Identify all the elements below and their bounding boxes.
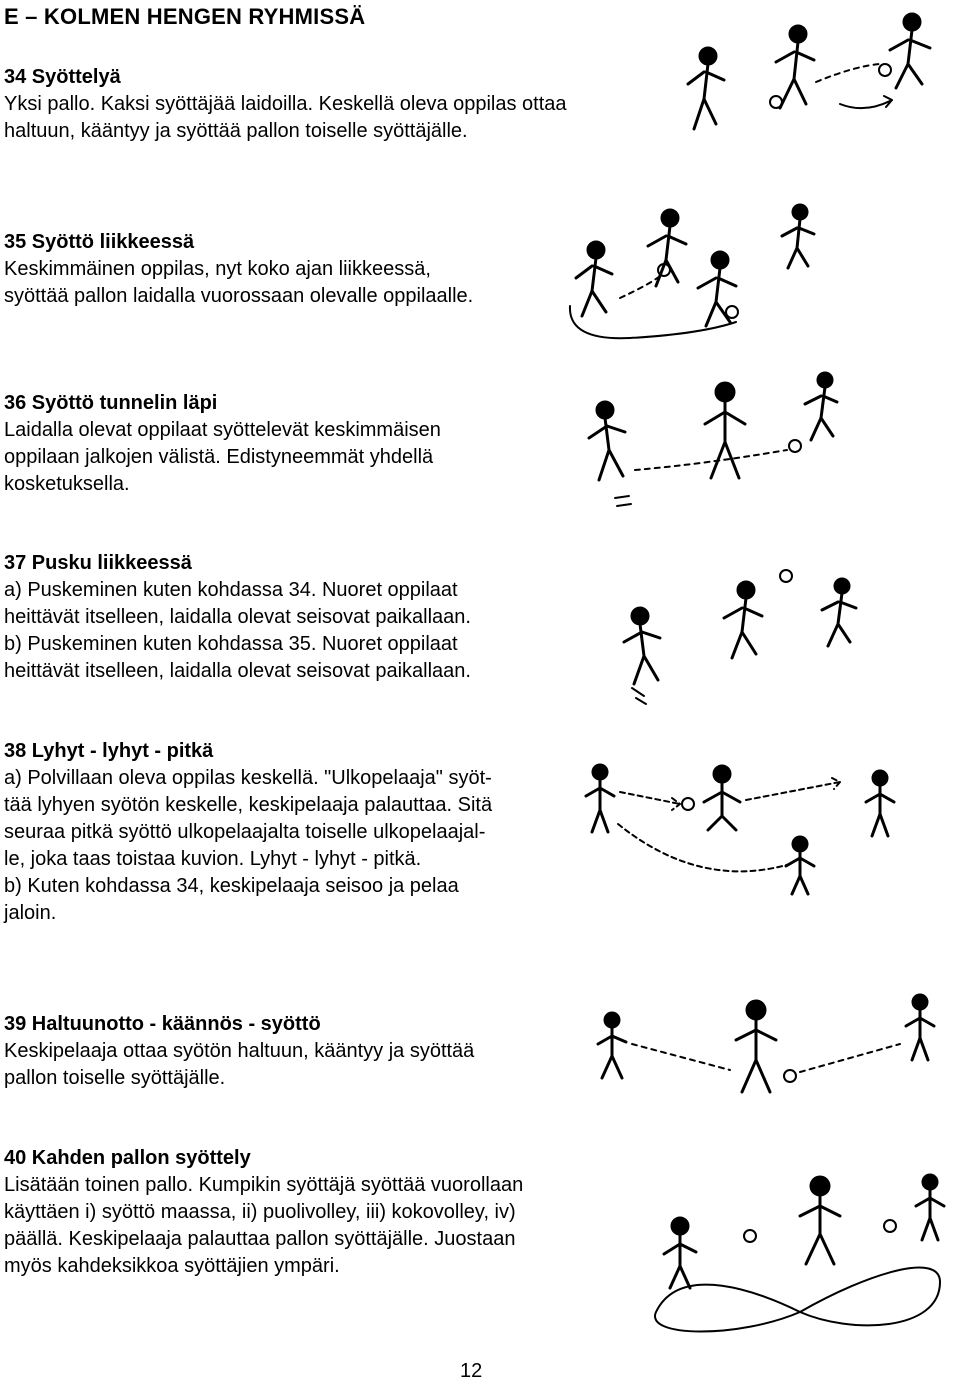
exercise-text-line: Keskimmäinen oppilas, nyt koko ajan liikkeessä, bbox=[4, 258, 431, 280]
exercise-text-line: kosketuksella. bbox=[4, 473, 130, 495]
exercise-title: 38 Lyhyt - lyhyt - pitkä bbox=[4, 740, 214, 762]
soccer-ball-icon bbox=[884, 1220, 896, 1232]
exercise-text-line: myös kahdeksikkoa syöttäjien ympäri. bbox=[4, 1255, 340, 1277]
exercise-title: 34 Syöttelyä bbox=[4, 66, 121, 88]
exercise-text-line: a) Puskeminen kuten kohdassa 34. Nuoret oppilaat bbox=[4, 579, 458, 601]
exercise-text-line: päällä. Keskipelaaja palauttaa pallon syöttäjälle. Juostaan bbox=[4, 1228, 516, 1250]
exercise-text-line: pallon toiselle syöttäjälle. bbox=[4, 1067, 226, 1089]
figure-eight-path bbox=[655, 1268, 940, 1332]
long-pass-arrow bbox=[618, 824, 790, 871]
soccer-ball-icon bbox=[879, 64, 891, 76]
page-number: 12 bbox=[460, 1360, 483, 1382]
player-figure bbox=[776, 26, 814, 108]
soccer-ball-icon bbox=[770, 96, 782, 108]
player-figure bbox=[724, 582, 762, 658]
motion-lines bbox=[632, 688, 646, 704]
control-turn-pass-illustration bbox=[590, 980, 955, 1110]
three-players-passing-illustration bbox=[680, 4, 955, 154]
player-figure bbox=[906, 995, 934, 1060]
player-figure bbox=[598, 1013, 626, 1078]
player-figure bbox=[586, 765, 614, 832]
exercise-title: 40 Kahden pallon syöttely bbox=[4, 1147, 251, 1169]
soccer-ball-icon bbox=[744, 1230, 756, 1242]
player-figure bbox=[866, 771, 894, 836]
player-figure bbox=[576, 242, 612, 316]
page-title: E – KOLMEN HENGEN RYHMISSÄ bbox=[4, 4, 366, 29]
soccer-ball-icon bbox=[682, 798, 694, 810]
exercise-text-line: haltuun, kääntyy ja syöttää pallon toiselle syöttäjälle. bbox=[4, 120, 468, 142]
exercise-37 bbox=[4, 550, 564, 685]
player-figure bbox=[589, 402, 625, 480]
pass-arrow bbox=[816, 64, 880, 82]
heading-illustration bbox=[610, 566, 865, 706]
soccer-ball-icon bbox=[726, 306, 738, 318]
exercise-text-line: syöttää pallon laidalla vuorossaan olevalle oppilaalle. bbox=[4, 285, 474, 307]
soccer-ball-icon bbox=[780, 570, 792, 582]
player-figure bbox=[664, 1218, 696, 1288]
exercise-text-line: jaloin. bbox=[4, 902, 57, 924]
pass-arrow bbox=[800, 1044, 900, 1072]
exercise-title: 35 Syöttö liikkeessä bbox=[4, 231, 195, 253]
exercise-text-line: a) Polvillaan oleva oppilas keskellä. "Ulkopelaaja" syöt- bbox=[4, 767, 492, 789]
pass-arrow bbox=[632, 1044, 730, 1070]
exercise-text-line: le, joka taas toistaa kuvion. Lyhyt - lyhyt - pitkä. bbox=[4, 848, 422, 870]
player-figure bbox=[782, 205, 814, 268]
player-figure bbox=[698, 252, 736, 326]
two-ball-passing-illustration bbox=[640, 1162, 955, 1337]
player-figure bbox=[800, 1177, 840, 1264]
soccer-ball-icon bbox=[784, 1070, 796, 1082]
player-figure bbox=[704, 766, 740, 830]
exercise-text-line: Yksi pallo. Kaksi syöttäjää laidoilla. Keskellä oleva oppilas ottaa bbox=[4, 93, 567, 115]
player-figure bbox=[822, 579, 856, 646]
exercise-text-line: Lisätään toinen pallo. Kumpikin syöttäjä syöttää vuorollaan bbox=[4, 1174, 524, 1196]
exercise-title: 36 Syöttö tunnelin läpi bbox=[4, 392, 218, 414]
exercise-34 bbox=[4, 64, 567, 145]
exercise-36 bbox=[4, 390, 564, 498]
pass-arrow bbox=[620, 792, 680, 810]
exercise-text-line: Keskipelaaja ottaa syötön haltuun, kääntyy ja syöttää bbox=[4, 1040, 475, 1062]
pass-arrow bbox=[620, 276, 660, 298]
player-figure bbox=[624, 608, 660, 684]
exercise-39 bbox=[4, 1011, 564, 1092]
pass-in-motion-illustration bbox=[560, 196, 835, 351]
exercise-text-line: heittävät itselleen, laidalla olevat seisovat paikallaan. bbox=[4, 660, 471, 682]
exercise-title: 37 Pusku liikkeessä bbox=[4, 552, 192, 574]
tunnel-pass-illustration bbox=[575, 370, 845, 520]
pass-arrow bbox=[635, 450, 787, 470]
pass-arrow bbox=[746, 778, 840, 800]
player-figure bbox=[688, 48, 724, 129]
player-figure bbox=[705, 383, 745, 478]
exercise-40 bbox=[4, 1145, 624, 1280]
movement-arrow bbox=[840, 96, 892, 108]
player-figure bbox=[786, 837, 814, 894]
exercise-text-line: seuraa pitkä syöttö ulkopelaajalta toiselle ulkopelaajal- bbox=[4, 821, 486, 843]
exercise-title: 39 Haltuunotto - käännös - syöttö bbox=[4, 1013, 321, 1035]
soccer-ball-icon bbox=[789, 440, 801, 452]
exercise-text-line: b) Kuten kohdassa 34, keskipelaaja seisoo ja pelaa bbox=[4, 875, 459, 897]
exercise-text-line: käyttäen i) syöttö maassa, ii) puolivolley, iii) kokovolley, iv) bbox=[4, 1201, 516, 1223]
exercise-text-line: b) Puskeminen kuten kohdassa 35. Nuoret oppilaat bbox=[4, 633, 458, 655]
exercise-text-line: heittävät itselleen, laidalla olevat seisovat paikallaan. bbox=[4, 606, 471, 628]
exercise-38 bbox=[4, 738, 564, 927]
short-short-long-illustration bbox=[580, 752, 910, 902]
exercise-text-line: tää lyhyen syötön keskelle, keskipelaaja palauttaa. Sitä bbox=[4, 794, 493, 816]
player-figure bbox=[890, 14, 930, 88]
player-figure bbox=[736, 1001, 776, 1092]
exercise-35 bbox=[4, 229, 564, 310]
motion-lines bbox=[615, 496, 631, 506]
player-figure bbox=[805, 373, 837, 440]
player-figure bbox=[916, 1175, 944, 1240]
exercise-text-line: oppilaan jalkojen välistä. Edistyneemmät yhdellä bbox=[4, 446, 434, 468]
exercise-text-line: Laidalla olevat oppilaat syöttelevät keskimmäisen bbox=[4, 419, 441, 441]
